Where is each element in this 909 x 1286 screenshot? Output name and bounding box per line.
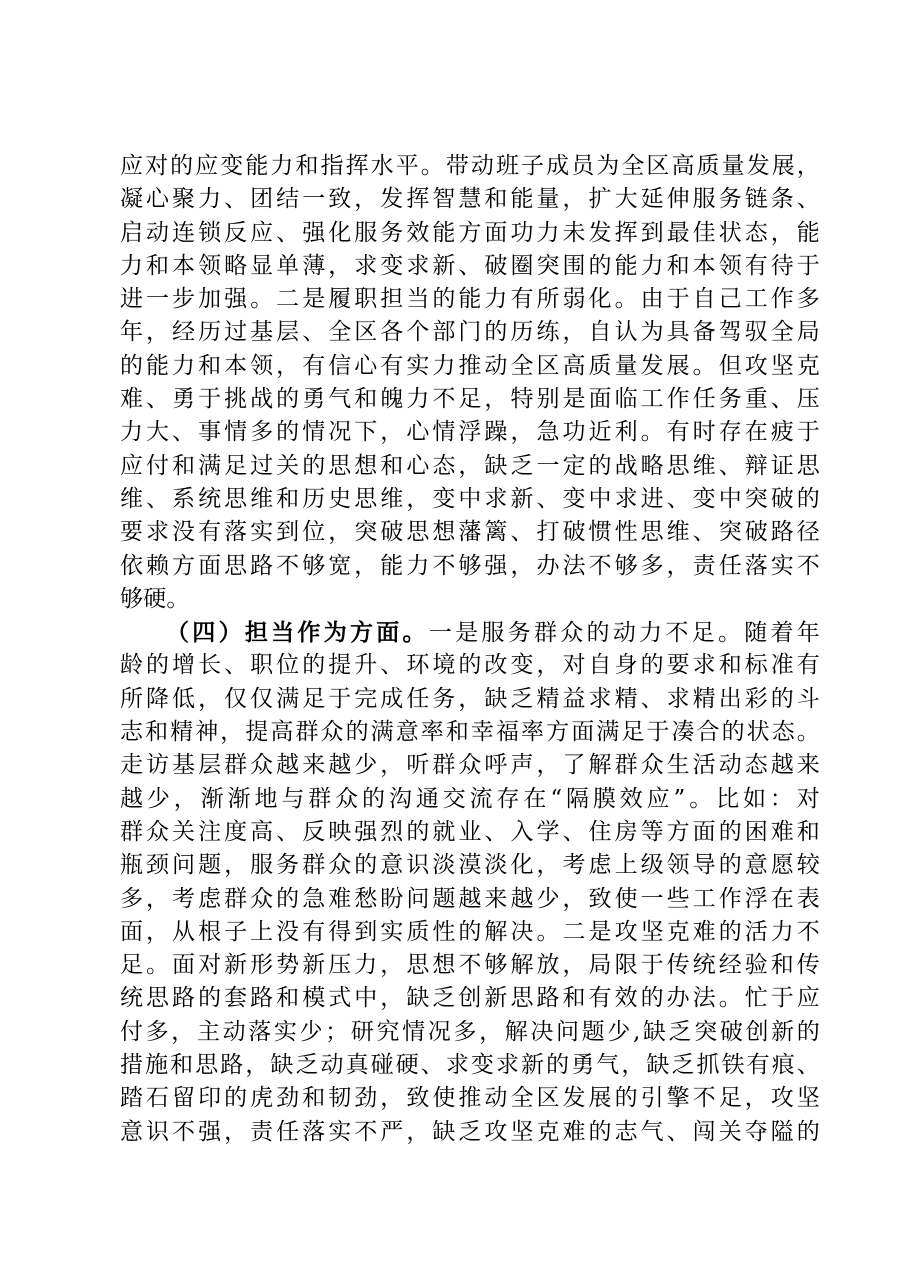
text-line: 难、勇于挑战的勇气和魄力不足，特别是面临工作任务重、压 [120, 386, 820, 413]
body-text [120, 150, 820, 1149]
text-line: 启动连锁反应、强化服务效能方面功力未发挥到最佳状态，能 [120, 219, 820, 246]
text-line: 面，从根子上没有得到实质性的解决。二是攻坚克难的活力不 [120, 918, 820, 945]
text-line: 应对的应变能力和指挥水平。带动班子成员为全区高质量发展， [120, 153, 820, 179]
text-line: 多，考虑群众的急难愁盼问题越来越少，致使一些工作浮在表 [120, 885, 820, 912]
text-line: 年，经历过基层、全区各个部门的历练，自认为具备驾驭全局 [120, 319, 820, 346]
text-line: 付多，主动落实少；研究情况多，解决问题少,缺乏突破创新的 [120, 1018, 820, 1045]
text-line: 要求没有落实到位，突破思想藩篱、打破惯性思维、突破路径 [120, 519, 820, 546]
text-line: 的能力和本领，有信心有实力推动全区高质量发展。但攻坚克 [120, 352, 820, 379]
paragraph-first-line [120, 616, 820, 649]
text-line: 志和精神，提高群众的满意率和幸福率方面满足于凑合的状态。 [120, 719, 820, 746]
text-line: 力大、事情多的情况下，心情浮躁，急功近利。有时存在疲于 [120, 419, 820, 446]
section-heading: （四）担当作为方面。 [166, 619, 429, 647]
text-line: 所降低，仅仅满足于完成任务，缺乏精益求精、求精出彩的斗 [120, 685, 820, 712]
text-line: 够硬。 [120, 585, 190, 612]
text-line: 意识不强，责任落实不严，缺乏攻坚克难的志气、闯关夺隘的 [120, 1118, 820, 1145]
text-line: 踏石留印的虎劲和韧劲，致使推动全区发展的引擎不足，攻坚 [120, 1085, 820, 1112]
text-line: 群众关注度高、反映强烈的就业、入学、住房等方面的困难和 [120, 818, 820, 845]
text-line: 瓶颈问题，服务群众的意识淡漠淡化，考虑上级领导的意愿较 [120, 852, 820, 879]
text-run: 一是服务群众的动力不足。随着年 [428, 620, 821, 647]
text-line: 凝心聚力、团结一致，发挥智慧和能量，扩大延伸服务链条、 [120, 186, 820, 213]
text-line: 统思路的套路和模式中，缺乏创新思路和有效的办法。忙于应 [120, 985, 820, 1012]
text-line: 措施和思路，缺乏动真碰硬、求变求新的勇气，缺乏抓铁有痕、 [120, 1052, 820, 1079]
text-line: 力和本领略显单薄，求变求新、破圈突围的能力和本领有待于 [120, 252, 820, 279]
text-line: 进一步加强。二是履职担当的能力有所弱化。由于自己工作多 [120, 286, 820, 313]
text-line: 走访基层群众越来越少，听群众呼声，了解群众生活动态越来 [120, 752, 820, 779]
text-line: 足。面对新形势新压力，思想不够解放，局限于传统经验和传 [120, 952, 820, 979]
text-line: 应付和满足过关的思想和心态，缺乏一定的战略思维、辩证思 [120, 452, 820, 479]
text-line: 龄的增长、职位的提升、环境的改变，对自身的要求和标准有 [120, 652, 820, 679]
text-line: 依赖方面思路不够宽，能力不够强，办法不够多，责任落实不 [120, 552, 820, 579]
text-line: 越少，渐渐地与群众的沟通交流存在“隔膜效应”。比如：对 [120, 785, 820, 812]
text-line: 维、系统思维和历史思维，变中求新、变中求进、变中突破的 [120, 485, 820, 512]
